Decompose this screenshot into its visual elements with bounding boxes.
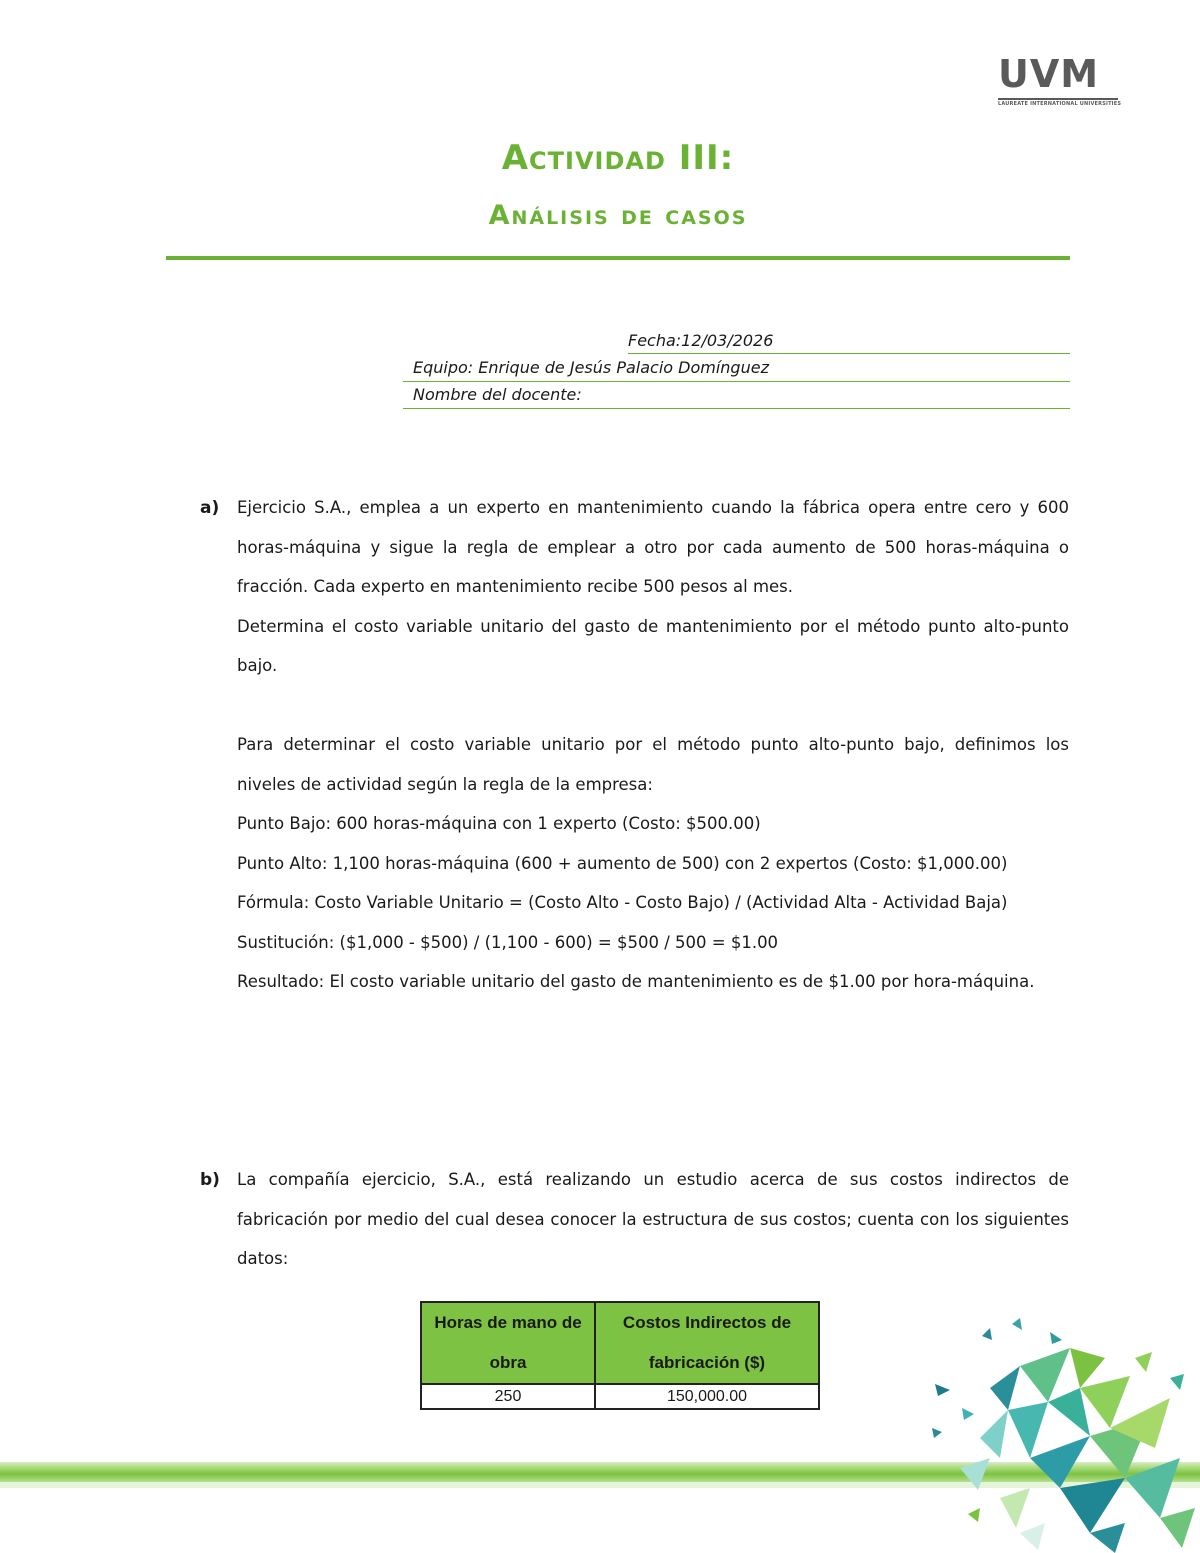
uvm-logo bbox=[998, 54, 1122, 110]
fecha-field: Fecha:12/03/2026 bbox=[628, 331, 774, 350]
section-b-content bbox=[237, 1160, 1069, 1279]
document-subtitle: Análisis de casos bbox=[488, 200, 748, 231]
logo-bar bbox=[998, 98, 1118, 100]
equipo-field: Equipo: Enrique de Jesús Palacio Domínguez bbox=[413, 358, 769, 377]
logo-letters: UVM bbox=[998, 52, 1100, 96]
section-a-problem: Ejercicio S.A., emplea a un experto en mantenimiento cuando la fábrica opera entre cero y 600 horas-máquina y sigue la regla de emplear a otro por cada aumento de 500 horas-máquina o fracción. Cada experto en mantenimiento recibe 500 pesos al mes. bbox=[237, 498, 1069, 596]
spacer bbox=[237, 686, 1069, 726]
triangle-shapes bbox=[932, 1318, 1195, 1553]
section-b-label: b) bbox=[200, 1170, 220, 1190]
data-table bbox=[420, 1301, 820, 1410]
decorative-triangles-graphic bbox=[920, 1318, 1200, 1553]
section-a-label: a) bbox=[200, 498, 220, 518]
table-cell-horas: 250 bbox=[421, 1384, 595, 1409]
table-row bbox=[421, 1384, 819, 1409]
punto-alto: Punto Alto: 1,100 horas-máquina (600 + aumento de 500) con 2 expertos (Costo: $1,000.00) bbox=[237, 853, 1008, 873]
equipo-underline bbox=[403, 381, 1070, 382]
table-header-horas: Horas de mano de obra bbox=[421, 1302, 595, 1384]
sustitucion: Sustitución: ($1,000 - $500) / (1,100 - 600) = $500 / 500 = $1.00 bbox=[237, 932, 779, 952]
logo-tagline: LAUREATE INTERNATIONAL UNIVERSITIES bbox=[998, 101, 1122, 107]
docente-underline bbox=[403, 408, 1070, 409]
docente-field: Nombre del docente: bbox=[413, 385, 582, 404]
section-a-instruction: Determina el costo variable unitario del gasto de mantenimiento por el método punto alto-punto bajo. bbox=[237, 616, 1069, 675]
resultado: Resultado: El costo variable unitario del gasto de mantenimiento es de $1.00 por hora-máquina. bbox=[237, 972, 1035, 991]
table-cell-costos: 150,000.00 bbox=[595, 1384, 819, 1409]
section-a-content bbox=[237, 488, 1069, 1002]
section-a-explanation: Para determinar el costo variable unitario por el método punto alto-punto bajo, definimos los niveles de actividad según la regla de la empresa: bbox=[237, 735, 1069, 794]
section-b-problem: La compañía ejercicio, S.A., está realizando un estudio acerca de sus costos indirectos de fabricación por medio del cual desea conocer la estructura de sus costos; cuenta con los siguientes datos: bbox=[237, 1170, 1069, 1268]
fecha-underline bbox=[628, 353, 1070, 354]
punto-bajo: Punto Bajo: 600 horas-máquina con 1 experto (Costo: $500.00) bbox=[237, 814, 761, 833]
table-header-costos: Costos Indirectos de fabricación ($) bbox=[595, 1302, 819, 1384]
formula: Fórmula: Costo Variable Unitario = (Costo Alto - Costo Bajo) / (Actividad Alta - Actividad Baja) bbox=[237, 893, 1008, 912]
title-divider bbox=[166, 256, 1070, 260]
table-header-row bbox=[421, 1302, 819, 1384]
document-title: Actividad III: bbox=[501, 138, 735, 178]
